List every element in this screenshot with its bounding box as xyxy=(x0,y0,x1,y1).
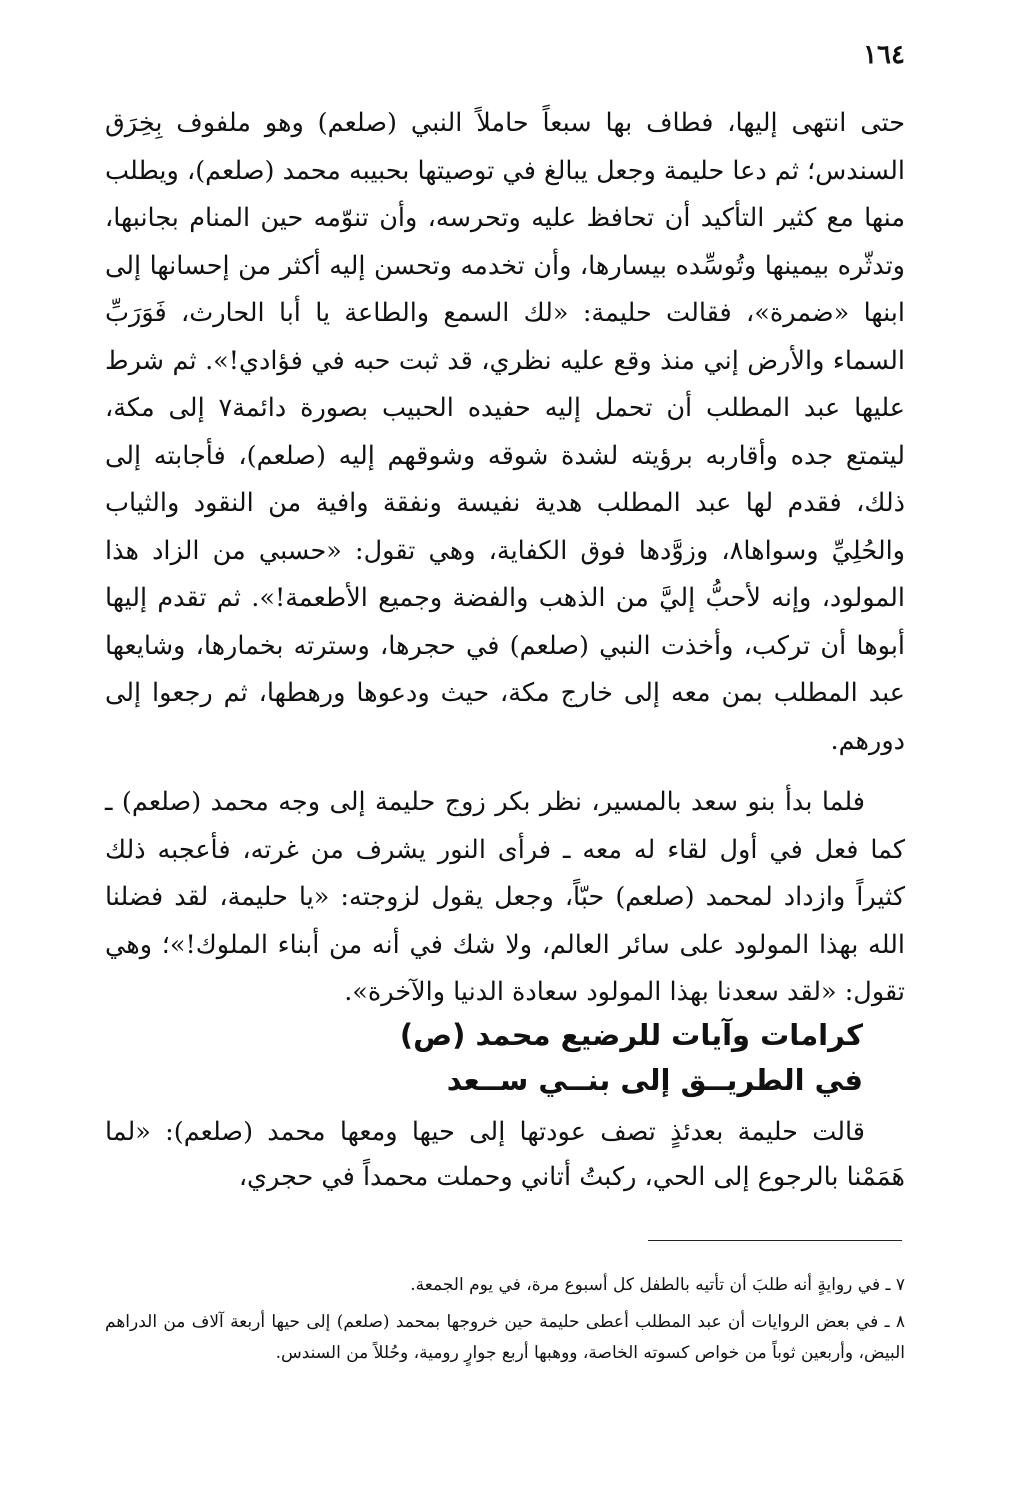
footnote-7: ٧ ـ في روايةٍ أنه طلبَ أن تأتيه بالطفل كل أسبوع مرة، في يوم الجمعة. xyxy=(410,1275,905,1295)
section-heading-line-1: كرامات وآيات للرضيع محمد (ص) xyxy=(399,1018,863,1052)
body-paragraph-2: فلما بدأ بنو سعد بالمسير، نظر بكر زوج حليمة إلى وجه محمد (صلعم) ـ كما فعل في أول لقاء له معه ـ فرأى النور يشرف من غرته، فأعجبه ذلك كثيراً وازداد لمحمد (صلعم) حبّاً، وجعل يقول لزوجته: «يا حليمة، لقد فضلنا الله بهذا المولود على سائر العالم، ولا شك في أنه من أبناء الملوك!»؛ وهي تقول: «لقد سعدنا بهذا المولود سعادة الدنيا والآخرة». xyxy=(105,787,905,1007)
section-paragraph: قالت حليمة بعدئذٍ تصف عودتها إلى حيها ومعها محمد (صلعم): «لما هَمَمْنا بالرجوع إلى الحي، ركبتُ أتاني وحملت محمداً في حجري، xyxy=(105,1117,905,1192)
footnote-separator xyxy=(648,1240,902,1241)
footnote-8: ٨ ـ في بعض الروايات أن عبد المطلب أعطى حليمة حين خروجها بمحمد (صلعم) إلى حيها أربعة آلاف من الدراهم البيض، وأربعين ثوباً من خواص كسوته الخاصة، ووهبها أربع جوارٍ رومية، وحُللاً من السندس. xyxy=(105,1312,905,1363)
footnotes xyxy=(105,1270,905,1375)
main-text xyxy=(105,100,905,1017)
body-paragraph-1: حتى انتهى إليها، فطاف بها سبعاً حاملاً النبي (صلعم) وهو ملفوف بِخِرَق السندس؛ ثم دعا حليمة وجعل يبالغ في توصيتها بحبيبه محمد (صلعم)، ويطلب منها مع كثير التأكيد أن تحافظ عليه وتحرسه، وأن تنوّمه حين المنام بجانبها، وتدثّره بيمينها وتُوسِّده بيسارها، وأن تخدمه وتحسن إليه أكثر من إحسانها إلى ابنها «ضمرة»، فقالت حليمة: «لك السمع والطاعة يا أبا الحارث، فَوَرَبِّ السماء والأرض إني منذ وقع عليه نظري، قد ثبت حبه في فؤادي!». ثم شرط عليها عبد المطلب أن تحمل إليه حفيده الحبيب بصورة دائمة٧ إلى مكة، ليتمتع جده وأقاربه برؤيته لشدة شوقه وشوقهم إليه (صلعم)، فأجابته إلى ذلك، فقدم لها عبد المطلب هدية نفيسة ونفقة وافية من النقود والثياب والحُلِيِّ وسواها٨، وزوَّدها فوق الكفاية، وهي تقول: «حسبي من الزاد هذا المولود، وإنه لأحبُّ إليَّ من الذهب والفضة وجميع الأطعمة!». ثم تقدم إليها أبوها أن تركب، وأخذت النبي (صلعم) في حجرها، وسترته بخمارها، وشايعها عبد المطلب بمن معه إلى خارج مكة، حيث ودعوها ورهطها، ثم رجعوا إلى دورهم. xyxy=(105,108,905,756)
page-number: ١٦٤ xyxy=(863,40,905,70)
section-heading xyxy=(163,1013,863,1103)
section-text xyxy=(105,1110,905,1200)
section-heading-line-2: في الطريــق إلى بنــي ســعد xyxy=(446,1063,863,1097)
